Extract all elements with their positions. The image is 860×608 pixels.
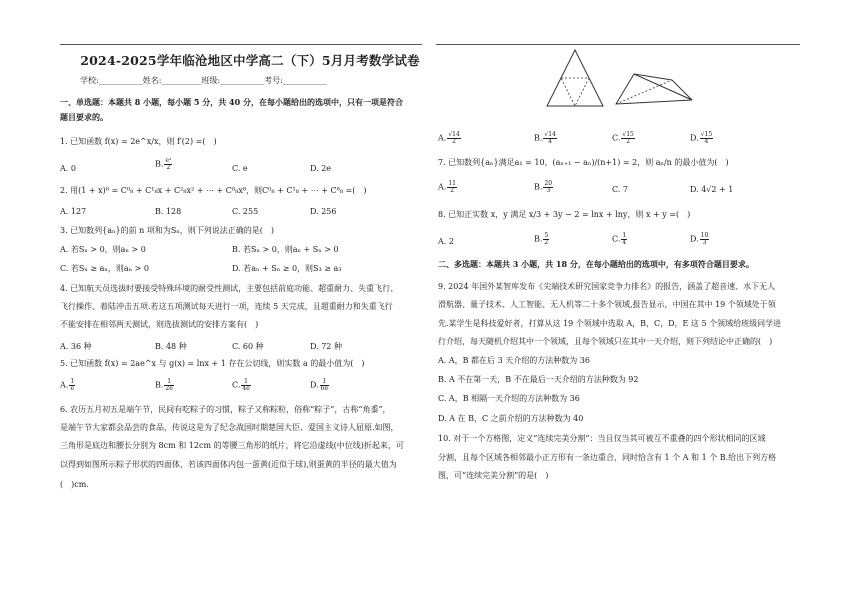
header-rule-left xyxy=(60,44,422,45)
q4-option-c: C. 60 种 xyxy=(232,342,264,351)
q2-option-b: B. 128 xyxy=(155,207,182,216)
q9-option-b: B. A 不在第一天，B 不在最后一天介绍的方法种数为 92 xyxy=(438,375,639,384)
q7-option-d: D. 4√2 + 1 xyxy=(690,185,734,194)
q5-option-c: C. $\frac{1}{4e}$ xyxy=(232,378,250,392)
q1-option-b: B. $\frac{\text{e²}}{2}$ xyxy=(155,157,172,171)
q1-stem: 1. 已知函数 f(x) = 2e^x/x，则 f′(2) =( ) xyxy=(60,137,217,146)
q9-line-2: 滑航器、量子技术、人工智能、无人机等二十多个领域,报告显示，中国在其中 19 个领域处于领 xyxy=(438,300,776,309)
q2-option-c: C. 255 xyxy=(232,207,259,216)
q7-stem: 7. 已知数列{aₙ}满足a₁ = 10，(aₙ₊₁ − aₙ)/(n+1) = 2，则 aₙ/n 的最小值为( ) xyxy=(438,158,729,167)
q3-stem: 3. 已知数列{aₙ}的前 n 项和为Sₙ，则下列说法正确的是( ) xyxy=(60,226,275,235)
q2-option-a: A. 127 xyxy=(60,207,87,216)
q1-option-c: C. e xyxy=(232,164,248,173)
q3-option-d: D. 若aₙ + Sₙ ≥ 0，则S₃ ≥ a₃ xyxy=(232,264,342,273)
q7-option-b: B. $\frac{20}{3}$ xyxy=(534,180,553,194)
q5-option-d: D. $\frac{1}{6e}$ xyxy=(310,378,329,392)
q5-option-b: B. $\frac{1}{2e}$ xyxy=(155,378,173,392)
q8-stem: 8. 已知正实数 x，y 满足 x/3 + 3y − 2 = lnx + lny，则 x + y =( ) xyxy=(438,210,691,219)
q9-line-3: 先.某学生是科技爱好者，打算从这 19 个领域中选取 A，B，C，D，E 这 5 个领域给班级同学进 xyxy=(438,319,782,328)
q5-option-a: A. $\frac{1}{e}$ xyxy=(60,378,75,392)
q8-option-c: C. $\frac{1}{4}$ xyxy=(612,232,627,246)
q2-option-d: D. 256 xyxy=(310,207,337,216)
q7-option-c: C. 7 xyxy=(612,185,629,194)
q4-line-1: 4. 已知航天员选拔时要接受特殊环境的耐受性测试，主要包括前庭功能、超重耐力、失重飞行、 xyxy=(60,284,399,293)
q8-option-b: B. $\frac{5}{2}$ xyxy=(534,232,549,246)
q6-line-5: ( )cm. xyxy=(60,480,89,489)
q4-option-a: A. 36 种 xyxy=(60,342,92,351)
q9-option-d: D. A 在 B，C 之前介绍的方法种数为 40 xyxy=(438,414,584,423)
q1-option-d: D. 2e xyxy=(310,164,332,173)
header-rule-right xyxy=(436,44,800,45)
q4-option-b: B. 48 种 xyxy=(155,342,187,351)
q9-option-a: A. A，B 都在后 3 天介绍的方法种数为 36 xyxy=(438,356,590,365)
student-info-line: 学校:___________姓名:__________班级:___________考号:___________ xyxy=(80,76,327,85)
section-1-heading-cont: 题目要求的。 xyxy=(60,112,108,122)
q6-option-c: C. $\frac{√15}{2}$ xyxy=(612,131,634,145)
q4-option-d: D. 72 种 xyxy=(310,342,342,351)
q4-line-3: 不能安排在相邻两天测试，则选拔测试的安排方案有( ) xyxy=(60,320,259,329)
q10-line-2: 分割，且每个区域各相邻最小正方形有一条边重合，同时恰含有 1 个 A 和 1 个 B.给出下列方格 xyxy=(438,453,777,462)
q6-tetrahedron-figure xyxy=(612,70,698,108)
q6-line-4: 以得到如图所示粽子形状的四面体，若该四面体内包一蛋黄(近似于球),则蛋黄的半径的最大值为 xyxy=(60,460,397,469)
q6-line-1: 6. 农历五月初五是端午节，民间有吃粽子的习惯，粽子又称粽粒，俗称“粽子”，古称“角黍”， xyxy=(60,405,391,414)
q1-option-a: A. 0 xyxy=(60,164,76,173)
q6-line-2: 是端午节大家都会品尝的食品，传说这是为了纪念战国时期楚国大臣、爱国主义诗人屈原.如图， xyxy=(60,423,399,432)
q2-stem: 2. 用(1 + x)⁸ = C⁰₈ + C¹₈x + C²₈x² + ⋯ + C⁸₈x⁸，则C⁰₈ + C¹₈ + ⋯ + C⁸₈ =( ) xyxy=(60,186,367,195)
q3-option-a: A. 若Sₙ > 0，则aₙ > 0 xyxy=(60,245,146,254)
q6-line-3: 三角形是底边和腰长分别为 8cm 和 12cm 的等腰三角形的纸片，将它沿虚线(中位线)折起来，可 xyxy=(60,441,404,450)
q6-option-d: D. $\frac{√15}{4}$ xyxy=(690,131,713,145)
q9-line-4: 行介绍，每天随机介绍其中一个领域，且每个领域只在其中一天介绍，则下列结论中正确的( ) xyxy=(438,337,773,346)
q8-option-a: A. 2 xyxy=(438,237,454,246)
q6-option-b: B. $\frac{√14}{4}$ xyxy=(534,131,556,145)
q3-option-b: B. 若Sₙ > 0，则aₙ + Sₙ > 0 xyxy=(232,245,339,254)
q10-line-3: 图，可“连续完美分割”的是( ) xyxy=(438,471,549,480)
q6-triangle-figure xyxy=(545,48,605,110)
exam-title: 2024-2025学年临沧地区中学高二（下）5月月考数学试卷 xyxy=(80,53,420,68)
q7-option-a: A. $\frac{11}{2}$ xyxy=(438,180,456,194)
section-1-heading: 一、单选题：本题共 8 小题，每小题 5 分，共 40 分，在每小题给出的选项中，只有一项是符合 xyxy=(60,97,403,107)
q6-option-a: A. $\frac{√14}{2}$ xyxy=(438,131,460,145)
q8-option-d: D. $\frac{10}{3}$ xyxy=(690,232,709,246)
section-2-heading: 二、多选题：本题共 3 小题，共 18 分，在每小题给出的选项中，有多项符合题目要求。 xyxy=(438,259,754,269)
q10-line-1: 10. 对于一个方格图，定义“连续完美分割”：当且仅当其可被互不重叠的四个形状相同的区域 xyxy=(438,434,766,443)
q5-stem: 5. 已知函数 f(x) = 2ae^x 与 g(x) = lnx + 1 存在公切线，则实数 a 的最小值为( ) xyxy=(60,359,365,368)
q4-line-2: 飞行操作、着陆冲击五项.若这五项测试每天进行一项，连续 5 天完成，且超重耐力和失重飞行 xyxy=(60,302,393,311)
q9-line-1: 9. 2024 年国外某智库发布《尖端技术研究国家竞争力排名》的报告，涵盖了超音速、水下无人 xyxy=(438,282,776,291)
q3-option-c: C. 若Sₙ ≥ aₙ，则aₙ > 0 xyxy=(60,264,149,273)
q9-option-c: C. A，B 相隔一天介绍的方法种数为 36 xyxy=(438,394,580,403)
